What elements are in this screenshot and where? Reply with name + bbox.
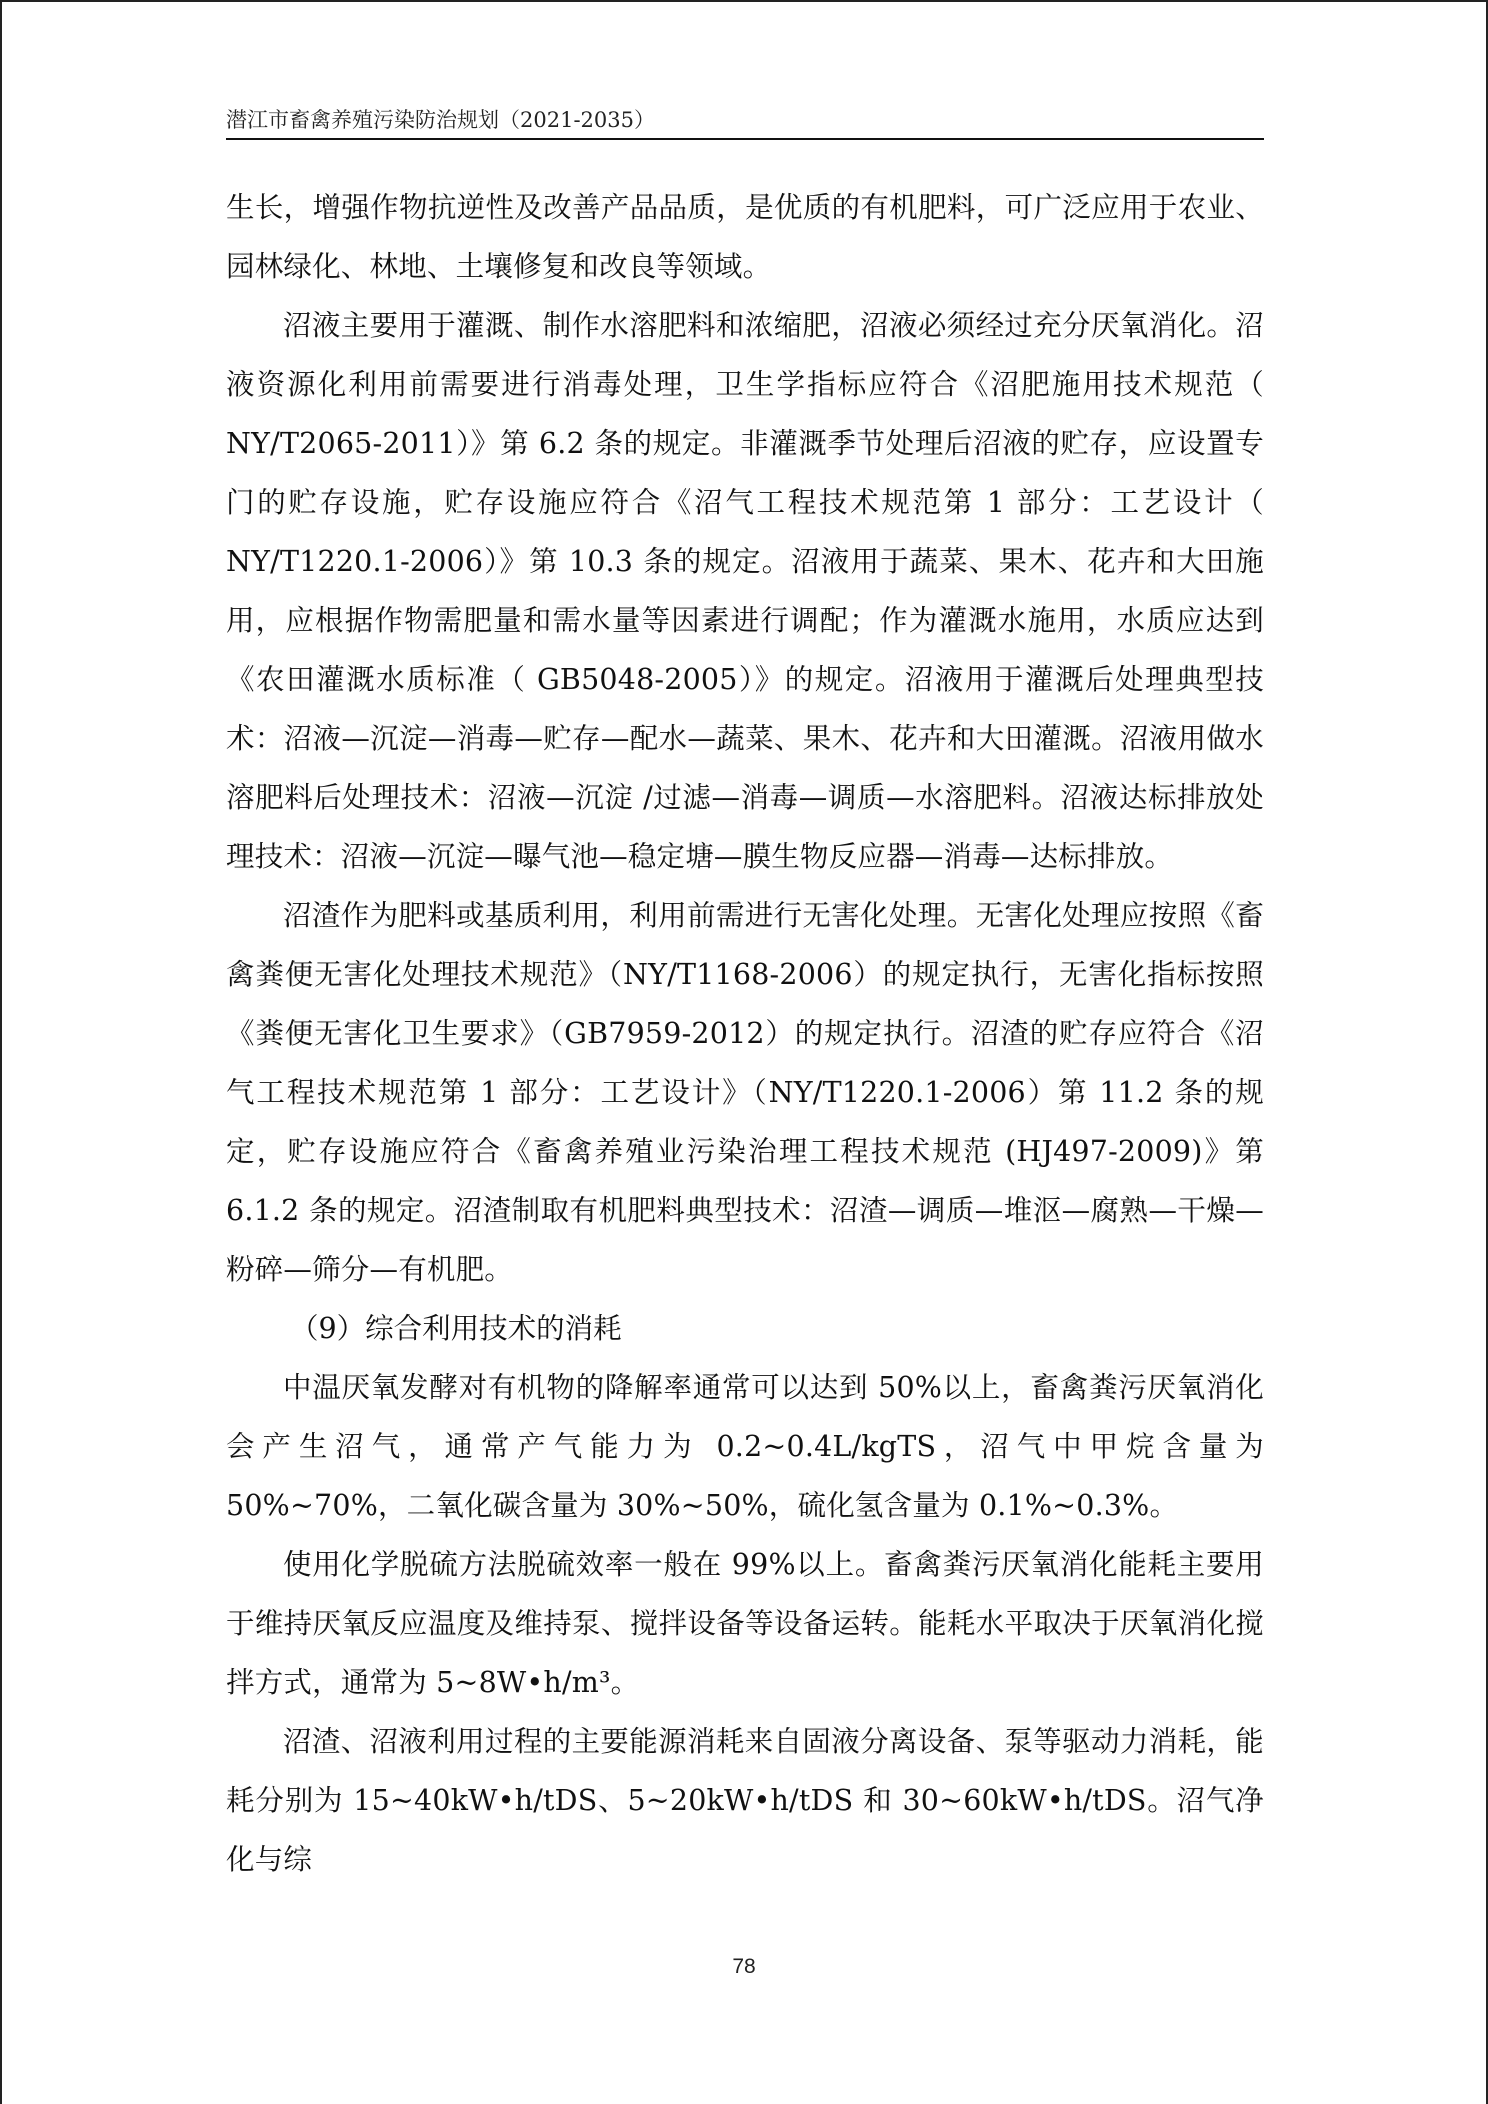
page-number: 78 bbox=[732, 1955, 756, 1978]
section-heading: （9）综合利用技术的消耗 bbox=[290, 1312, 622, 1345]
page-border-top bbox=[0, 0, 1488, 2]
paragraph-p2: 沼液主要用于灌溉、制作水溶肥料和浓缩肥，沼液必须经过充分厌氧消化。沼液资源化利用前需要进行消毒处理，卫生学指标应符合《沼肥施用技术规范（ NY/T2065-2011）》第 6.2 条的规定。非灌溉季节处理后沼液的贮存，应设置专门的贮存设施，贮存设施应符合《沼气工程技术规范第 1 部分：工艺设计（ NY/T1220.1-2006）》第 10.3 条的规定。沼液用于蔬菜、果木、花卉和大田施用，应根据作物需肥量和需水量等因素进行调配；作为灌溉水施用，水质应达到《农田灌溉水质标准（ GB5048-2005）》的规定。沼液用于灌溉后处理典型技术：沼液—沉淀—消毒—贮存—配水—蔬菜、果木、花卉和大田灌溉。沼液用做水溶肥料后处理技术：沼液—沉淀 /过滤—消毒—调质—水溶肥料。沼液达标排放处理技术：沼液—沉淀—曝气池—稳定塘—膜生物反应器—消毒—达标排放。 bbox=[226, 309, 1264, 873]
running-header: 潜江市畜禽养殖污染防治规划（2021-2035） bbox=[226, 108, 655, 132]
paragraph-p1: 生长，增强作物抗逆性及改善产品品质，是优质的有机肥料，可广泛应用于农业、园林绿化、林地、土壤修复和改良等领域。 bbox=[226, 191, 1264, 283]
paragraph-p5: 使用化学脱硫方法脱硫效率一般在 99%以上。畜禽粪污厌氧消化能耗主要用于维持厌氧反应温度及维持泵、搅拌设备等设备运转。能耗水平取决于厌氧消化搅拌方式，通常为 5~8W•h/m³。 bbox=[226, 1548, 1264, 1699]
document-body bbox=[226, 178, 1264, 1889]
paragraph-p3: 沼渣作为肥料或基质利用，利用前需进行无害化处理。无害化处理应按照《畜禽粪便无害化处理技术规范》（NY/T1168-2006）的规定执行，无害化指标按照《粪便无害化卫生要求》（GB7959-2012）的规定执行。沼渣的贮存应符合《沼气工程技术规范第 1 部分：工艺设计》（NY/T1220.1-2006）第 11.2 条的规定，贮存设施应符合《畜禽养殖业污染治理工程技术规范 (HJ497-2009)》第 6.1.2 条的规定。沼渣制取有机肥料典型技术：沼渣—调质—堆沤—腐熟—干燥—粉碎—筛分—有机肥。 bbox=[226, 899, 1264, 1286]
paragraph-p4: 中温厌氧发酵对有机物的降解率通常可以达到 50%以上，畜禽粪污厌氧消化会产生沼气，通常产气能力为 0.2~0.4L/kgTS，沼气中甲烷含量为 50%~70%，二氧化碳含量为 30%~50%，硫化氢含量为 0.1%~0.3%。 bbox=[226, 1371, 1264, 1522]
paragraph-p6: 沼渣、沼液利用过程的主要能源消耗来自固液分离设备、泵等驱动力消耗，能耗分别为 15~40kW•h/tDS、5~20kW•h/tDS 和 30~60kW•h/tDS。沼气净化与综 bbox=[226, 1725, 1264, 1876]
header-rule bbox=[226, 138, 1264, 140]
page-border-left bbox=[0, 0, 2, 2104]
